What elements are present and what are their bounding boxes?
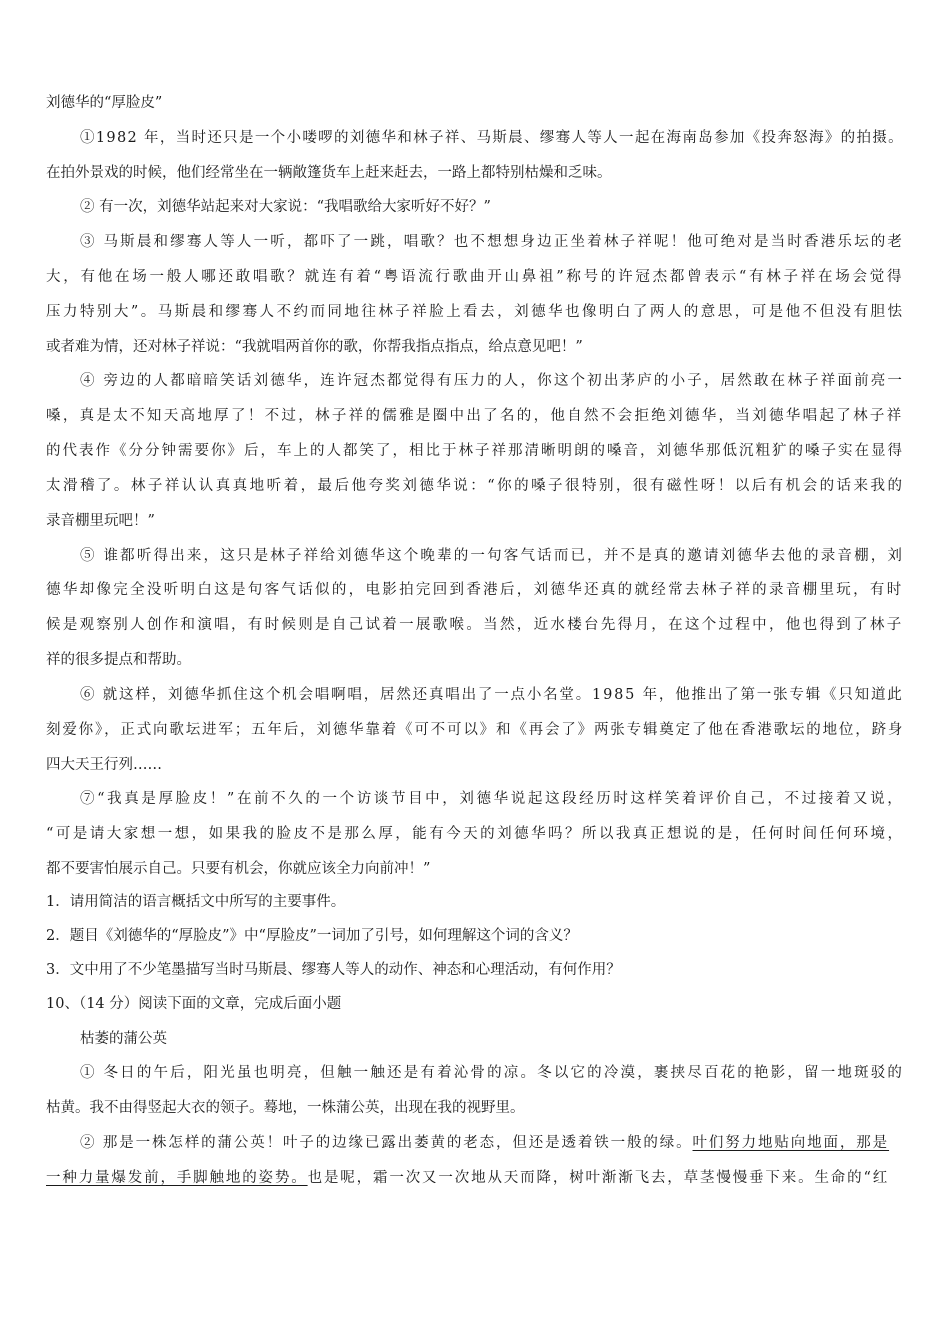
paragraph-2-line-1 xyxy=(80,1133,889,1153)
text-line: ② 有一次，刘德华站起来对大家说：“我唱歌给大家听好不好？” xyxy=(80,199,491,215)
text-line: 枯黄。我不由得竖起大衣的领子。蓦地，一株蒲公英，出现在我的视野里。 xyxy=(46,1100,525,1116)
text-plain: ② 那是一株怎样的蒲公英！叶子的边缘已露出萎黄的老态，但还是透着铁一般的绿。 xyxy=(80,1135,693,1151)
text-underlined: 叶们努力地贴向地面，那是 xyxy=(692,1135,890,1151)
text-plain: 也是呢，霜一次又一次地从天而降，树叶渐渐飞去，草茎慢慢垂下来。生命的“红 xyxy=(307,1170,890,1186)
text-line: ⑥ 就这样，刘德华抓住这个机会唱啊唱，居然还真唱出了一点小名堂。1985 年，他推出了第一张专辑《只知道此 xyxy=(80,687,904,703)
text-line: 枯萎的蒲公英 xyxy=(80,1031,167,1047)
text-line: 或者难为情，还对林子祥说：“我就唱两首你的歌，你帮我指点指点，给点意见吧！” xyxy=(46,339,583,355)
text-line: 祥的很多提点和帮助。 xyxy=(46,652,191,668)
text-line: 候是观察别人创作和演唱，有时候则是自己试着一展歌喉。当然，近水楼台先得月，在这个过程中，他也得到了林子 xyxy=(46,617,904,633)
text-line: 录音棚里玩吧！” xyxy=(46,513,155,529)
text-line: 四大天王行列…… xyxy=(46,757,162,773)
text-line: ③ 马斯晨和缪骞人等人一听，都吓了一跳，唱歌？也不想想身边正坐着林子祥呢！他可绝对是当时香港乐坛的老 xyxy=(80,234,905,250)
text-line: 的代表作《分分钟需要你》后，车上的人都笑了，相比于林子祥那清晰明朗的嗓音，刘德华那低沉粗犷的嗓子实在显得 xyxy=(46,443,904,459)
text-underlined: 一种力量爆发前，手脚触地的姿势。 xyxy=(46,1170,308,1186)
text-line: “可是请大家想一想，如果我的脸皮不是那么厚，能有今天的刘德华吗？所以我真正想说的是，任何时间任何环境， xyxy=(46,826,905,842)
text-line: 压力特别大”。马斯晨和缪骞人不约而同地往林子祥脸上看去，刘德华也像明白了两人的意思，可是他不但没有胆怯 xyxy=(46,304,905,320)
text-line: 德华却像完全没听明白这是句客气话似的，电影拍完回到香港后，刘德华还真的就经常去林子祥的录音棚里玩，有时 xyxy=(46,582,904,598)
text-line: ① 冬日的午后，阳光虽也明亮，但触一触还是有着沁骨的凉。冬以它的冷漠，裹挟尽百花的艳影，留一地斑驳的 xyxy=(80,1065,905,1081)
text-line: 在拍外景戏的时候，他们经常坐在一辆敞篷货车上赶来赶去，一路上都特别枯燥和乏味。 xyxy=(46,165,612,181)
text-line: 10、（14 分）阅读下面的文章，完成后面小题 xyxy=(46,996,342,1012)
text-line: 嗓，真是太不知天高地厚了！不过，林子祥的儒雅是圈中出了名的，他自然不会拒绝刘德华，当刘德华唱起了林子祥 xyxy=(46,408,904,424)
text-line: ⑤ 谁都听得出来，这只是林子祥给刘德华这个晚辈的一句客气话而已，并不是真的邀请刘德华去他的录音棚，刘 xyxy=(80,548,905,564)
text-line: ⑦“我真是厚脸皮！”在前不久的一个访谈节目中，刘德华说起这段经历时这样笑着评价自己，不过接着又说， xyxy=(80,791,905,807)
text-line: 3．文中用了不少笔墨描写当时马斯晨、缪骞人等人的动作、神态和心理活动，有何作用？ xyxy=(46,962,621,978)
text-line: 刻爱你》，正式向歌坛进军；五年后，刘德华靠着《可不可以》和《再会了》两张专辑奠定了他在香港歌坛的地位，跻身 xyxy=(46,722,905,738)
text-line: 2．题目《刘德华的“厚脸皮”》中“厚脸皮”一词加了引号，如何理解这个词的含义？ xyxy=(46,928,578,944)
text-line: 1．请用简洁的语言概括文中所写的主要事件。 xyxy=(46,894,346,910)
paragraph-2-line-2 xyxy=(46,1168,889,1188)
text-line: 刘德华的“厚脸皮” xyxy=(46,95,163,111)
text-line: 大，有他在场一般人哪还敢唱歌？就连有着“粤语流行歌曲开山鼻祖”称号的许冠杰都曾表示“有林子祥在场会觉得 xyxy=(46,269,905,285)
text-line: ①1982 年，当时还只是一个小喽啰的刘德华和林子祥、马斯晨、缪骞人等人一起在海南岛参加《投奔怒海》的拍摄。 xyxy=(80,130,904,146)
text-line: 都不要害怕展示自己。只要有机会，你就应该全力向前冲！” xyxy=(46,861,431,877)
text-line: 太滑稽了。林子祥认认真真地听着，最后他夸奖刘德华说：“你的嗓子很特别，很有磁性呀！以后有机会的话来我的 xyxy=(46,478,905,494)
text-line: ④ 旁边的人都暗暗笑话刘德华，连许冠杰都觉得有压力的人，你这个初出茅庐的小子，居然敢在林子祥面前亮一 xyxy=(80,373,905,389)
